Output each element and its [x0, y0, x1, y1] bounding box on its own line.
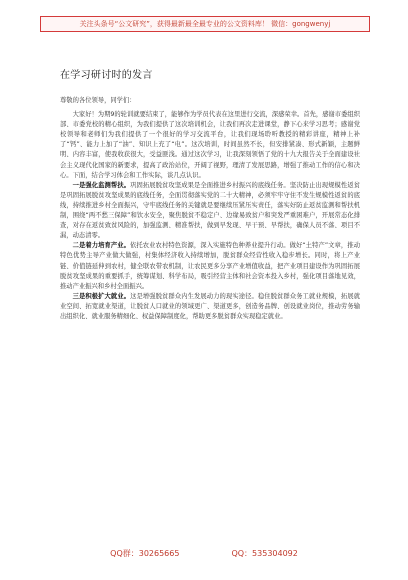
top-banner: 关注头条号“公文研究”，获得最新最全最专业的公文资料库！ 微信：gongwenyj [40, 16, 370, 32]
paragraph-text: 大家好！为期9的轮训就要结束了，能够作为学员代表在这里进行交流，深感荣幸。首先，感谢市委组织部、市委党校的精心组织，为我们提供了这次培训机会，让我们再次走进课堂，静下心来学习思考；感谢党校领导和老师们为我们提供了一个很好的学习交流平台，让我们现场聆听教授的精彩讲座，精神上补了“钙”、能力上加了“油”、知识上充了“电”。这次培训，时间虽然不长，但安排紧凑、形式新颖，主题鲜明、内容丰富，使我收获很大，受益匪浅。通过这次学习，让我深刻领悟了党的十九大报告关于全面建设社会主义现代化国家的新要求，提高了政治站位，开阔了视野，理清了发展思路，增强了推动工作的信心和决心。下面，结合学习体会和工作实际，谈几点认识。 [60, 111, 360, 179]
paragraph-industry [60, 241, 360, 291]
document-title: 在学习研讨时的发言 [60, 70, 153, 81]
salutation: 尊敬的各位领导，同学们： [60, 97, 136, 104]
paragraph-intro [60, 110, 360, 181]
paragraph-text: 依托农业农村特色资源，深入实施特色种养业提升行动。做好“土特产”文章，推动特色优势主导产业做大做强，村集体经济收入持续增加，脱贫群众经营性收入稳步增长。同时，将上产业链、价值链延伸到农村，健全联农带农机制，让农民更多分享产业增值收益，把产业项目建设作为巩固拓展脱贫攻坚成果的重要抓手，统筹谋划、科学布局，吸引经营主体和社会资本投入乡村，强化项目落地见效，推动产业振兴和乡村全面振兴。 [60, 242, 360, 290]
paragraph-monitoring [60, 181, 360, 242]
paragraph-text: 这是增强脱贫群众内生发展动力的现实途径。稳住脱贫群众务工就业规模，拓展就业空间、拓宽就业渠道，让脱贫人口就业的领域更广、渠道更多，创造务品牌、创设就业岗位，推动劳务输出组织化、就业服务精细化、权益保障制度化，帮助更多脱贫群众实现稳定就业。 [60, 292, 360, 320]
footer-contact [0, 548, 408, 559]
qq-group: QQ群：30265665 [110, 549, 180, 558]
qq-number: QQ：535304092 [231, 549, 298, 558]
paragraph-lead: 三是积极扩大就业。 [72, 292, 131, 300]
paragraph-lead: 一是强化监测帮扶。 [72, 181, 131, 189]
document-body [60, 96, 360, 534]
paragraph-text: 巩固拓展脱贫攻坚成果是全面推进乡村振兴的底线任务。坚决防止出现规模性返贫是巩固拓展脱贫攻坚成果的底线任务，全面贯彻落实党的二十大精神，必须牢牢守住不发生规模性返贫的底线，持续推进乡村全面振兴，守牢底线任务的关键就是要继续压紧压实责任，落实好防止返贫监测和帮扶机制，围绕“两不愁三保障”和饮水安全，聚焦脱贫不稳定户、边缘易致贫户和突发严重困难户，开展常态化排查，对存在返贫致贫风险的，加强监测、精准帮扶，做到早发现、早干预、早帮扶，确保人员不落、项目不漏，动态清零。 [60, 181, 360, 240]
paragraph-employment [60, 292, 360, 322]
paragraph-lead: 二是着力培育产业。 [72, 242, 131, 250]
